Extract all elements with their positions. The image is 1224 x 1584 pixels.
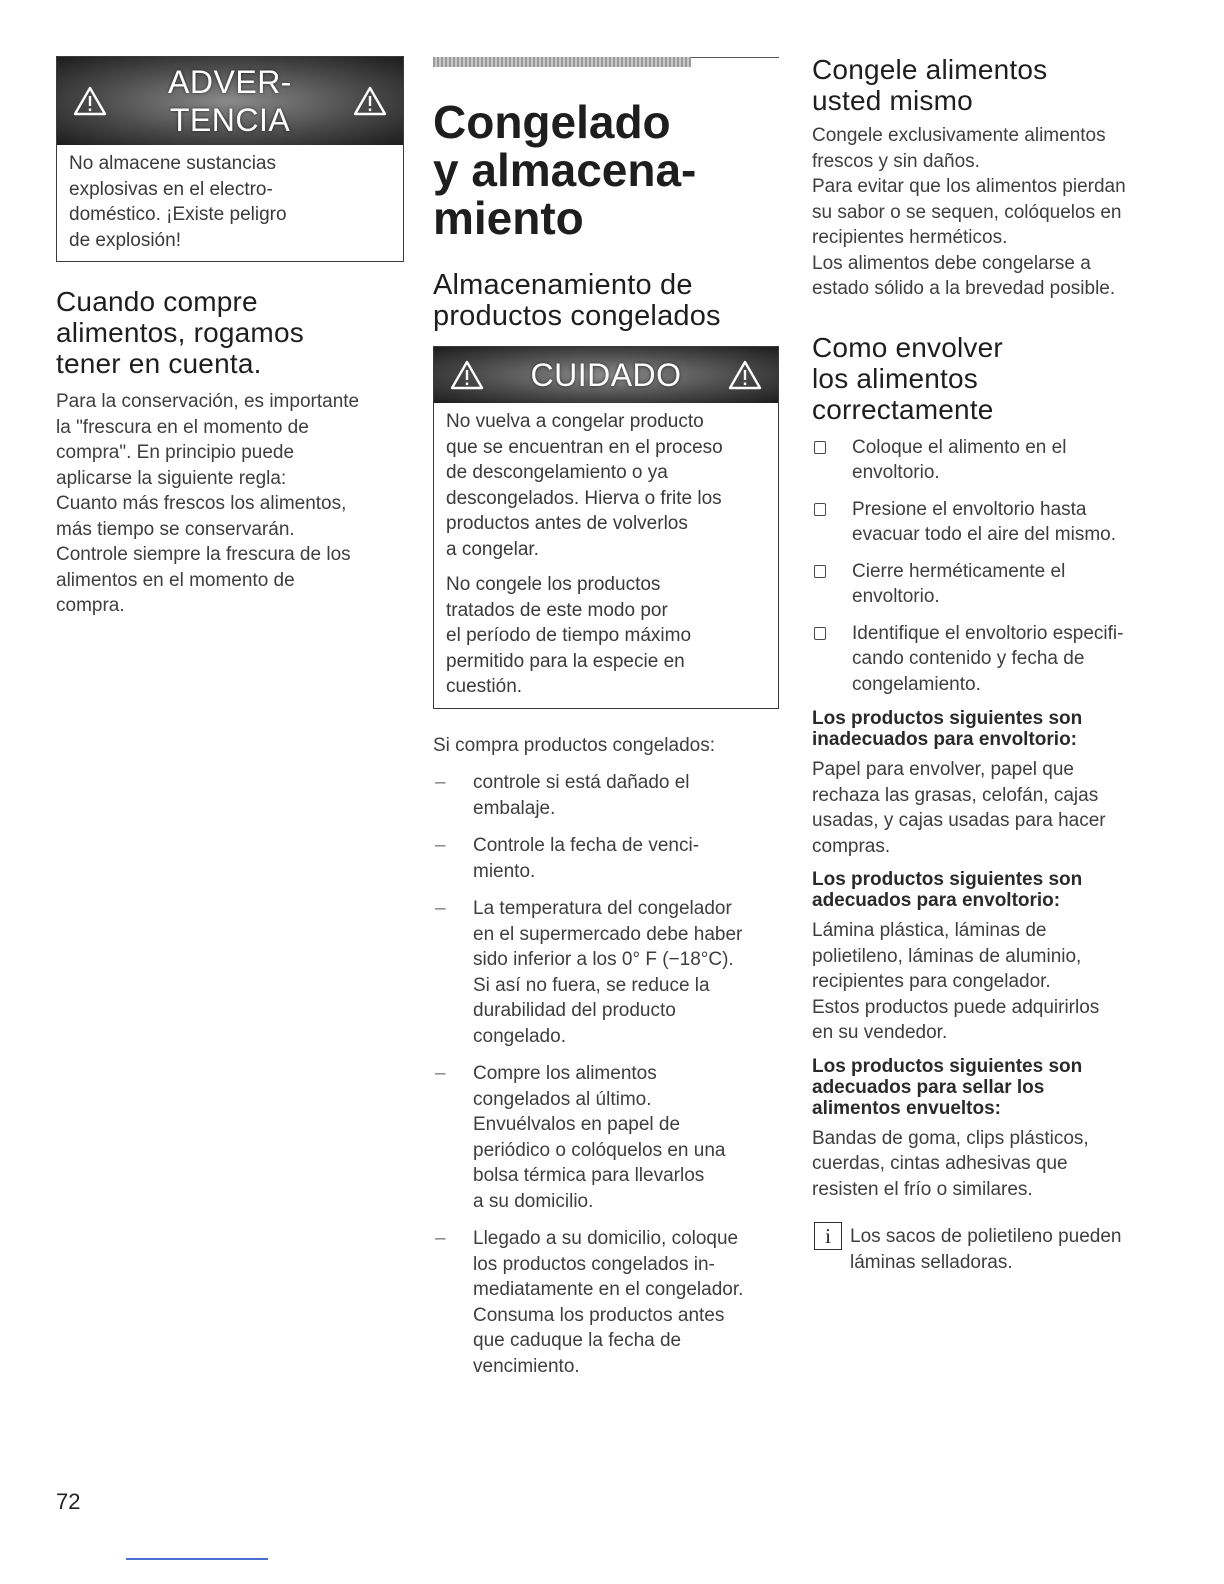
caution-text — [434, 403, 778, 708]
suitable-text: Lámina plástica, láminas de polietileno, láminas de aluminio, recipientes para congelador. Estos productos puede adquirirlos en su vendedor. — [812, 920, 1100, 1043]
list-item: – Llegado a su domicilio, coloque los productos congelados in- mediatamente en el congelador. Consuma los productos antes que caduque la fecha de vencimiento. — [435, 1228, 744, 1377]
list-item: Identifique el envoltorio especifi- cando contenido y fecha de congelamiento. — [812, 621, 1162, 698]
warning-triangle-icon — [73, 86, 107, 116]
dash-marker: – — [435, 1063, 446, 1084]
warning-text: No almacene sustancias explosivas en el electro- doméstico. ¡Existe peligro de explosión! — [69, 153, 287, 251]
list-item: Coloque el alimento en el envoltorio. — [812, 435, 1162, 486]
wrap-heading: Como envolver los alimentos correctamente — [812, 331, 1003, 425]
unsuitable-text: Papel para envolver, papel que rechaza las grasas, celofán, cajas usadas, y cajas usadas para hacer compras. — [812, 759, 1106, 857]
dash-marker: – — [435, 898, 446, 919]
storage-list — [433, 770, 779, 1379]
list-item: – La temperatura del congelador en el supermercado debe haber sido inferior a los 0° F (−18°C). Si así no fuera, se reduce la durabilidad del producto congelado. — [435, 898, 743, 1047]
list-item: – controle si está dañado el embalaje. — [435, 772, 690, 819]
footer-line — [126, 1558, 268, 1560]
checkbox-icon — [814, 503, 826, 516]
caution-paragraph-1: No vuelva a congelar producto que se encuentran en el proceso de descongelamiento o ya descongelados. Hierva o frite los productos antes de volverlos a congelar. — [446, 411, 723, 560]
list-item: Cierre herméticamente el envoltorio. — [812, 559, 1162, 610]
storage-intro: Si compra productos congelados: — [433, 734, 715, 756]
freeze-text: Congele exclusivamente alimentos frescos y sin daños. Para evitar que los alimentos pierdan su sabor o se sequen, colóquelos en recipientes herméticos. Los alimentos debe congelarse a estado sólido a la brevedad posible. — [812, 125, 1126, 299]
list-item: Presione el envoltorio hasta evacuar todo el aire del mismo. — [812, 497, 1162, 548]
left-column — [56, 56, 404, 619]
title-rule — [433, 56, 779, 68]
checkbox-icon — [814, 441, 826, 454]
wrap-steps — [812, 435, 1162, 698]
unsuitable-heading: Los productos siguientes son inadecuados para envoltorio: — [812, 708, 1083, 750]
warning-box — [56, 56, 404, 262]
info-note: i Los sacos de polietileno pueden láminas selladoras. — [812, 1224, 1162, 1275]
list-item: – Compre los alimentos congelados al último. Envuélvalos en papel de periódico o colóquelos en una bolsa térmica para llevarlos a su domicilio. — [435, 1063, 726, 1212]
sealing-heading: Los productos siguientes son adecuados para sellar los alimentos envueltos: — [812, 1055, 1083, 1119]
purchase-text: Para la conservación, es importante la "frescura en el momento de compra". En principio puede aplicarse la siguiente regla: Cuanto más frescos los alimentos, más tiempo se conservarán. Controle siempre la frescura de los alimentos en el momento de compra. — [56, 391, 360, 616]
right-column — [812, 56, 1162, 1275]
caution-header — [434, 347, 778, 403]
list-item: – Controle la fecha de venci- miento. — [435, 835, 700, 882]
warning-title: ADVER- TENCIA — [168, 64, 292, 138]
rule-bar — [433, 57, 691, 67]
checkbox-icon — [814, 565, 826, 578]
warning-triangle-icon — [450, 360, 484, 390]
freeze-heading: Congele alimentos usted mismo — [812, 54, 1048, 116]
suitable-heading: Los productos siguientes son adecuados para envoltorio: — [812, 869, 1083, 911]
page-number: 72 — [56, 1489, 81, 1514]
info-icon: i — [814, 1222, 842, 1250]
warning-header — [57, 57, 403, 145]
caution-box — [433, 346, 779, 709]
middle-column — [433, 56, 779, 1391]
warning-triangle-icon — [353, 86, 387, 116]
dash-marker: – — [435, 772, 446, 793]
storage-heading: Almacenamiento de productos congelados — [433, 269, 721, 332]
caution-paragraph-2: No congele los productos tratados de este modo por el período de tiempo máximo permitido para la especie en cuestión. — [446, 574, 692, 697]
checkbox-icon — [814, 627, 826, 640]
sealing-text: Bandas de goma, clips plásticos, cuerdas, cintas adhesivas que resisten el frío o similares. — [812, 1127, 1089, 1200]
caution-title: CUIDADO — [530, 357, 682, 393]
warning-triangle-icon — [728, 360, 762, 390]
dash-marker: – — [435, 835, 446, 856]
purchase-heading: Cuando compre alimentos, rogamos tener en cuenta. — [56, 286, 304, 379]
page-title: Congelado y almacena- miento — [433, 96, 697, 244]
dash-marker: – — [435, 1228, 446, 1249]
